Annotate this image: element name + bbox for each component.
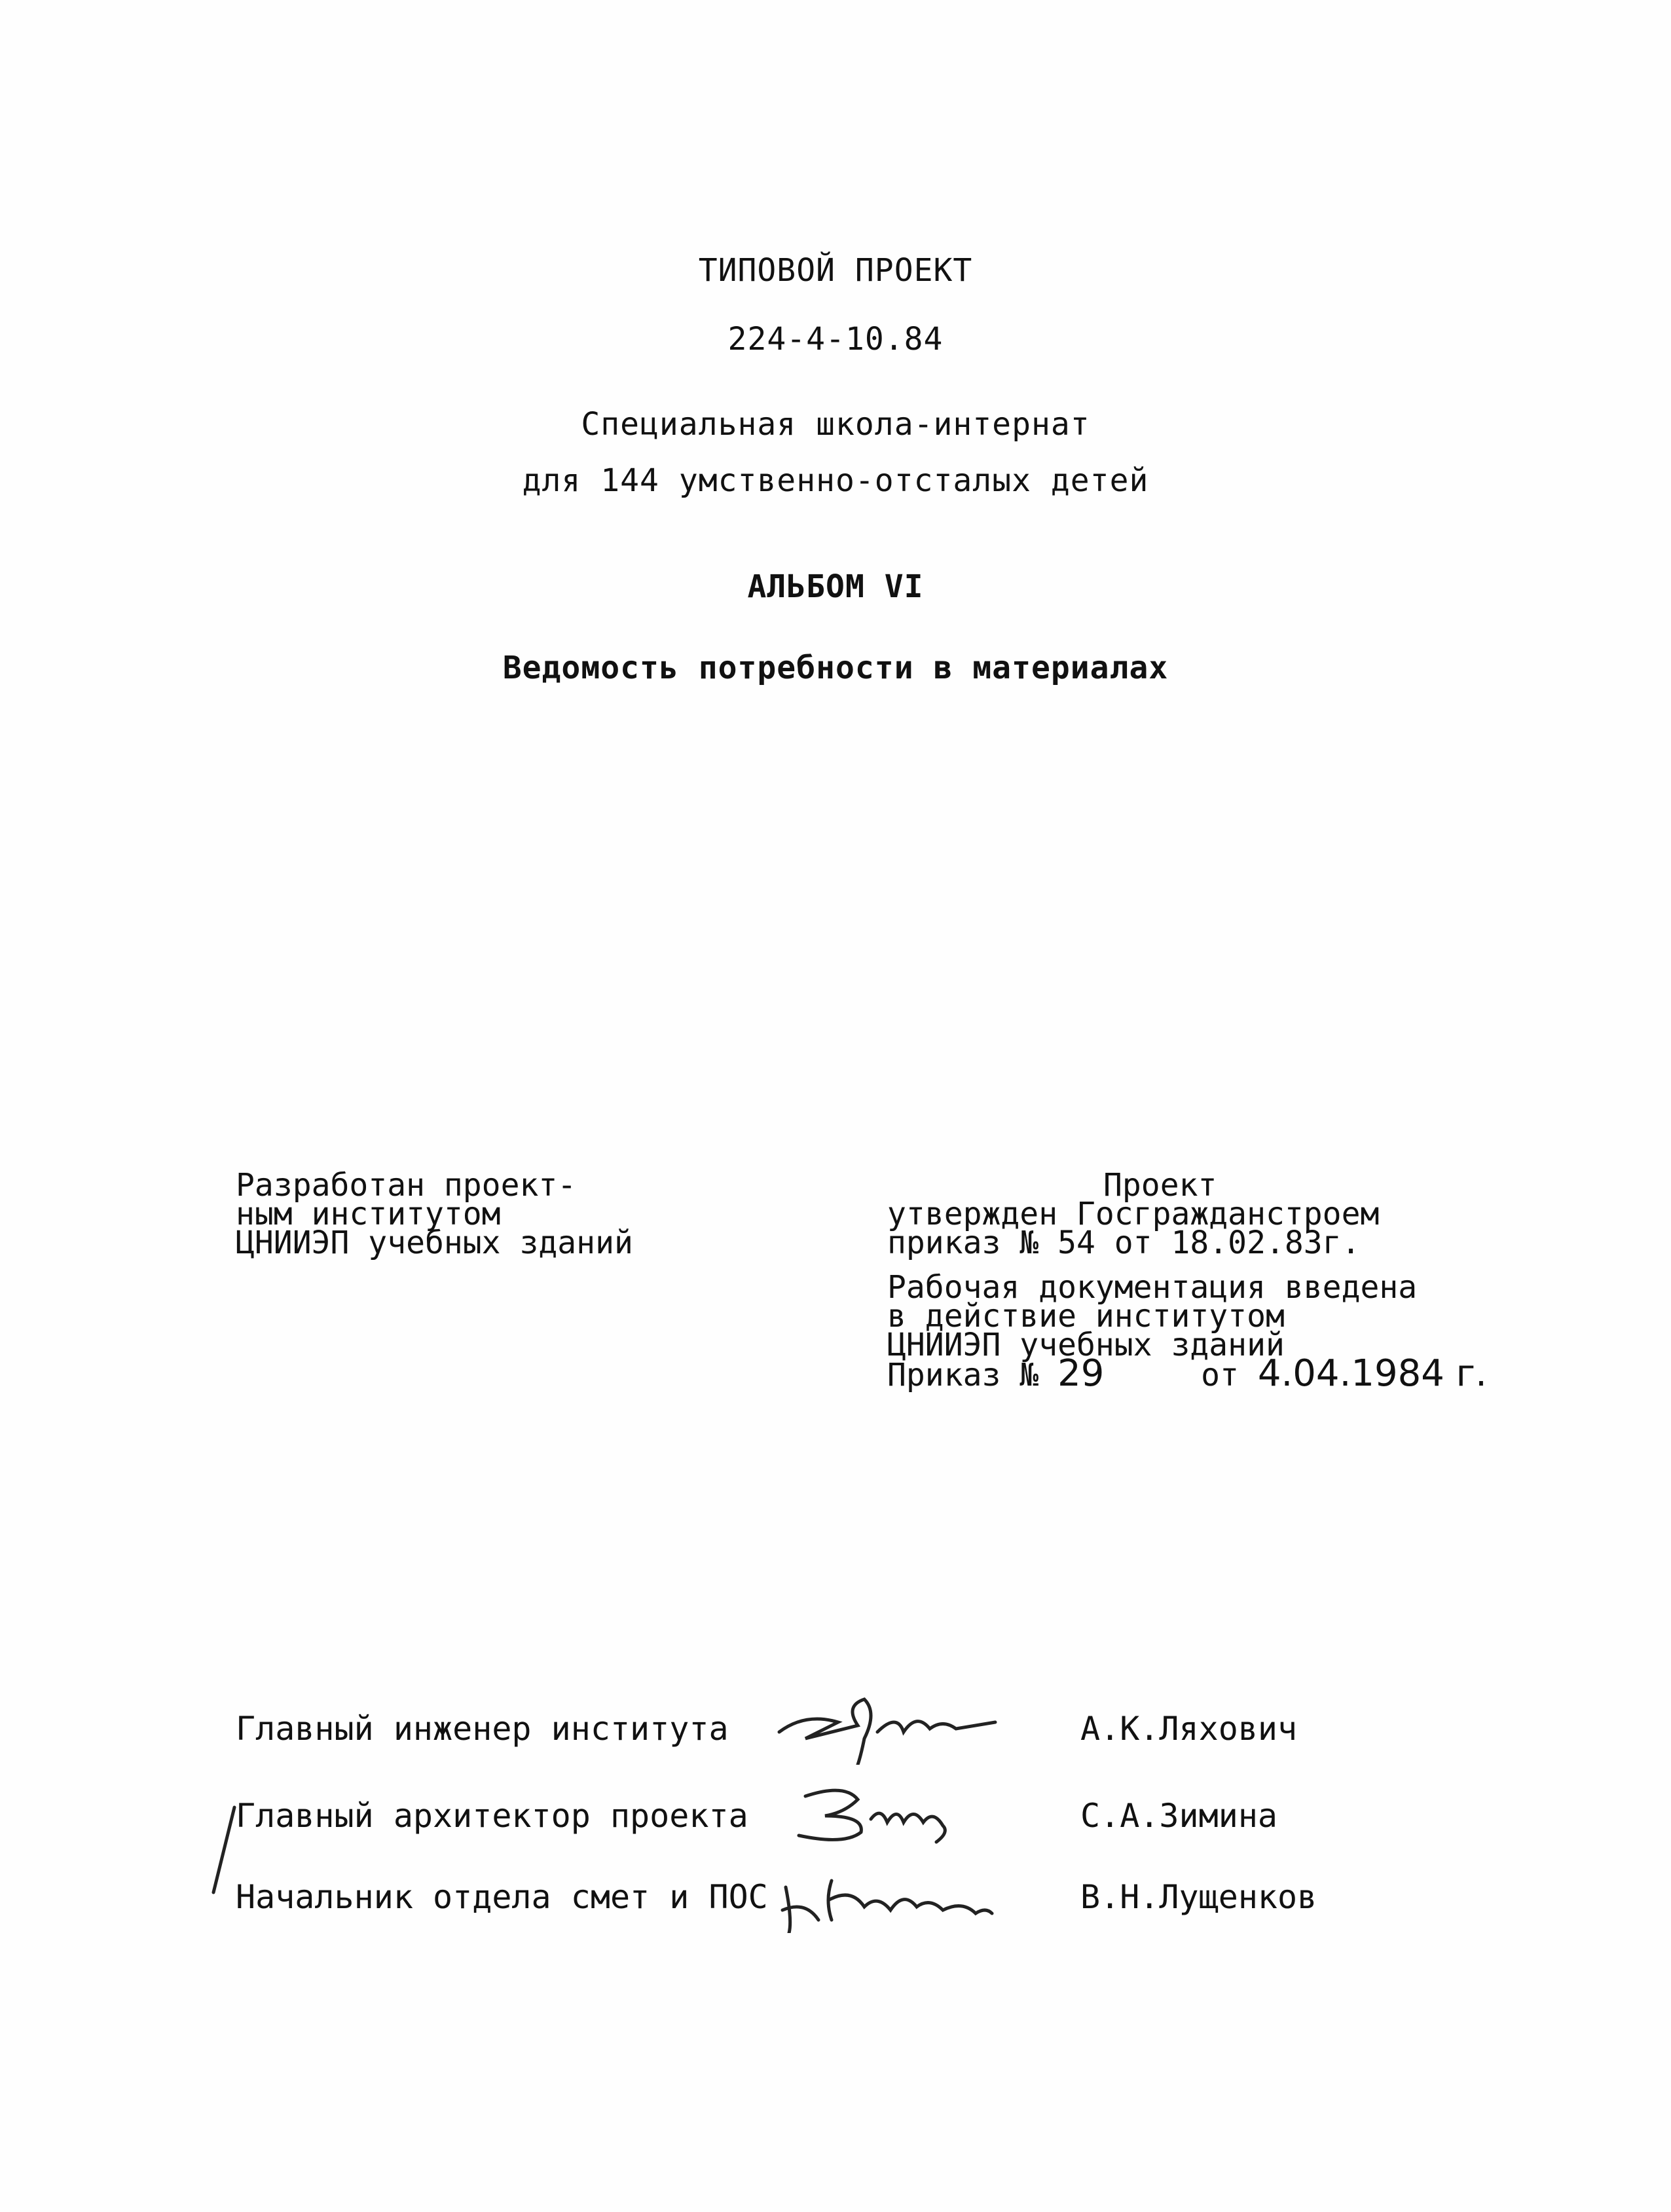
- subject-line-2: для 144 умственно-отсталых детей: [522, 462, 1149, 499]
- order-prefix: Приказ №: [887, 1357, 1039, 1393]
- developer-line-1: Разработан проект-: [236, 1167, 577, 1204]
- signature-2-icon: [766, 1780, 1041, 1852]
- approval-line-1: Проект: [1103, 1167, 1217, 1204]
- order-number: 29: [1057, 1352, 1105, 1395]
- approval-line-3: приказ № 54 от 18.02.83г.: [887, 1225, 1361, 1261]
- approval-line-5: в действие институтом: [887, 1298, 1285, 1335]
- pen-slash-icon: [208, 1804, 241, 1896]
- project-number: 224-4-10.84: [727, 321, 944, 358]
- order-date: 4.04.1984 г.: [1257, 1352, 1487, 1395]
- approval-block: [887, 1167, 1487, 1395]
- developer-block: [236, 1167, 633, 1261]
- approval-line-2: утвержден Госгражданстроем: [887, 1196, 1380, 1232]
- signature-row-2: [236, 1780, 1414, 1852]
- signature-role: Главный инженер института: [236, 1710, 729, 1748]
- approval-line-4: Рабочая документация введена: [887, 1269, 1418, 1306]
- document-type-title: ТИПОВОЙ ПРОЕКТ: [698, 252, 973, 289]
- signature-3-icon: [766, 1861, 1041, 1933]
- album-title: АЛЬБОМ VI: [747, 568, 924, 605]
- signature-role: Начальник отдела смет и ПОС: [236, 1878, 768, 1916]
- signature-row-1: [236, 1693, 1414, 1765]
- subject-line-1: Специальная школа-интернат: [581, 406, 1090, 443]
- album-subtitle: Ведомость потребности в материалах: [502, 650, 1169, 686]
- signature-row-3: [236, 1861, 1414, 1933]
- approval-line-7: [887, 1352, 1487, 1395]
- signature-name: С.А.Зимина: [1080, 1797, 1278, 1835]
- signature-1-icon: [766, 1693, 1041, 1765]
- signature-name: А.К.Ляхович: [1080, 1710, 1298, 1748]
- developer-line-3: ЦНИИЭП учебных зданий: [236, 1225, 633, 1261]
- order-from: от: [1201, 1357, 1239, 1393]
- developer-line-2: ным институтом: [236, 1196, 501, 1232]
- signature-name: В.Н.Лущенков: [1080, 1878, 1317, 1916]
- approval-line-6: ЦНИИЭП учебных зданий: [887, 1327, 1285, 1363]
- signature-role: Главный архитектор проекта: [236, 1797, 748, 1835]
